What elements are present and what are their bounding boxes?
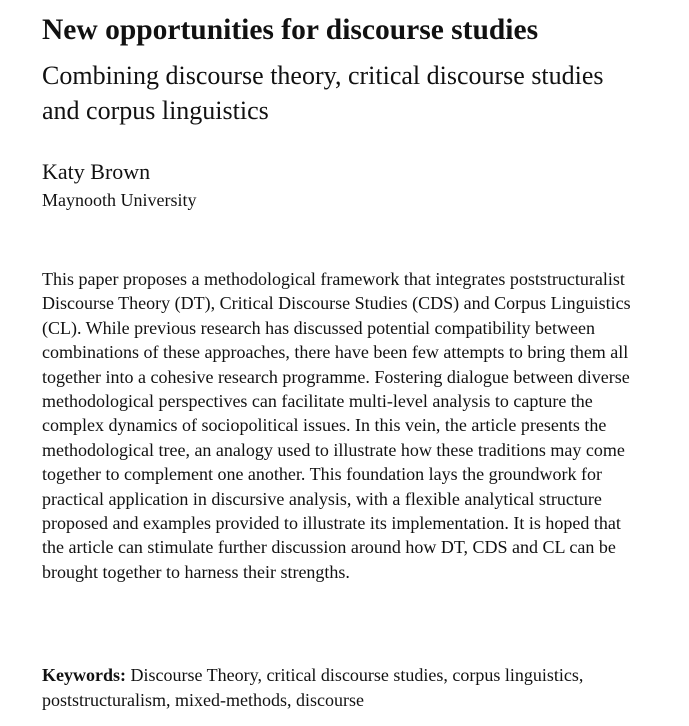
keywords	[42, 663, 642, 712]
article-subtitle: Combining discourse theory, critical discourse studies and corpus linguistics	[42, 61, 604, 125]
author-name: Katy Brown	[42, 159, 151, 184]
abstract-text: This paper proposes a methodological framework that integrates poststructuralist Discourse Theory (DT), Critical Discourse Studies (CDS) and Corpus Linguistics (CL). While previous research has discussed potential compatibility between combinations of these approaches, there have been few attempts to bring them all together into a cohesive research programme. Fostering dialogue between diverse methodological perspectives can facilitate multi-level analysis to capture the complex dynamics of sociopolitical issues. In this vein, the article presents the methodological tree, an analogy used to illustrate how these traditions may come together to complement one another. This foundation lays the groundwork for practical application in discursive analysis, with a flexible analytical structure proposed and examples provided to illustrate its implementation. It is hoped that the article can stimulate further discussion around how DT, CDS and CL can be brought together to harness their strengths.	[42, 269, 631, 582]
author-affiliation: Maynooth University	[42, 190, 197, 210]
keywords-label: Keywords:	[42, 665, 126, 685]
article-title: New opportunities for discourse studies	[42, 14, 539, 46]
keywords-list: Discourse Theory, critical discourse studies, corpus linguistics, poststructuralism, mixed-methods, discourse	[42, 665, 584, 710]
